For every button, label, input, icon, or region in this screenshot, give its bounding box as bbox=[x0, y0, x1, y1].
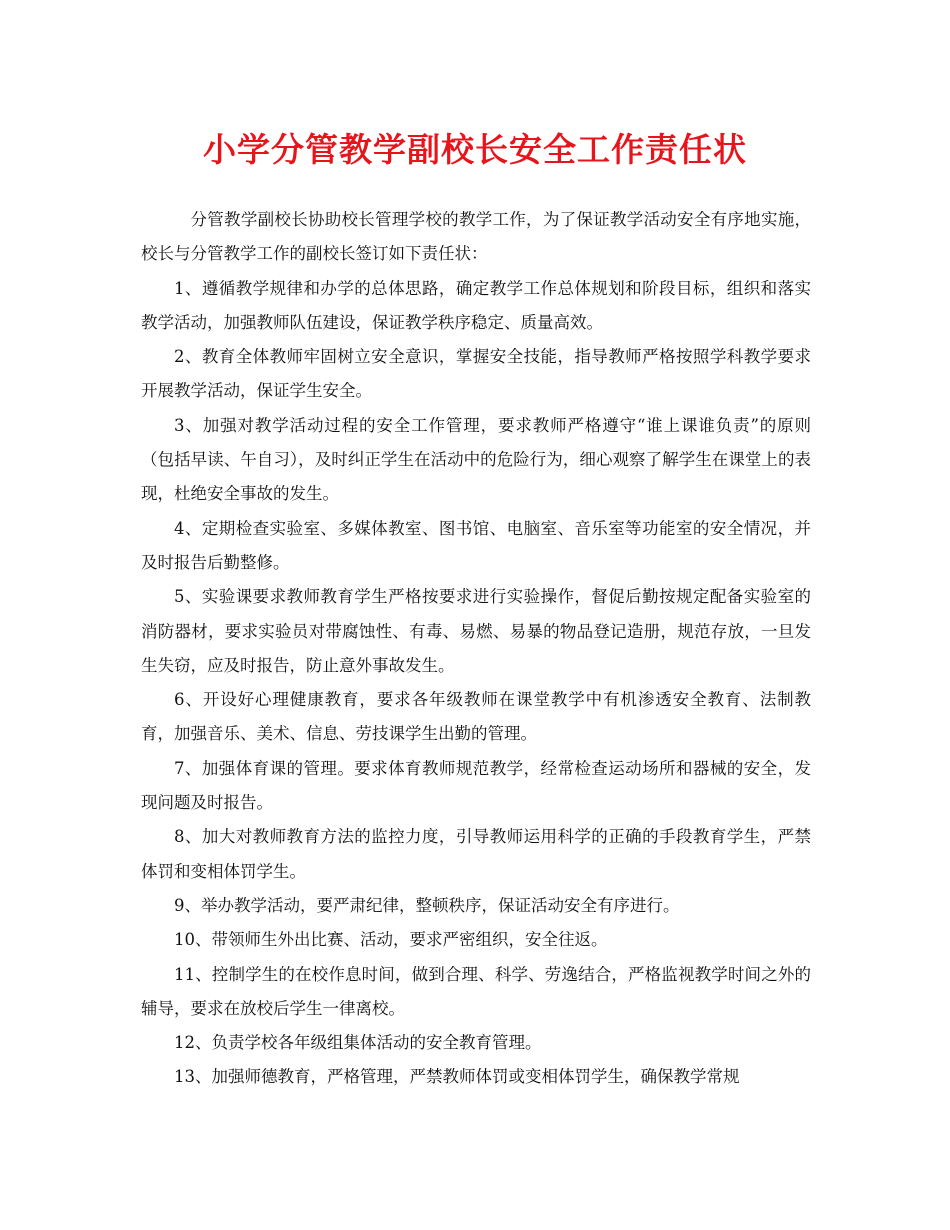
document-title: 小学分管教学副校长安全工作责任状 bbox=[203, 130, 747, 169]
document-body bbox=[141, 203, 811, 1095]
clause-5: 5、实验课要求教师教育学生严格按要求进行实验操作，督促后勤按规定配备实验室的消防器材，要求实验员对带腐蚀性、有毒、易燃、易暴的物品登记造册，规范存放，一旦发生失窃，应及时报告，防止意外事故发生。 bbox=[141, 587, 811, 675]
clause-9: 9、举办教学活动，要严肃纪律，整顿秩序，保证活动安全有序进行。 bbox=[174, 895, 680, 915]
clause-7: 7、加强体育课的管理。要求体育教师规范教学，经常检查运动场所和器械的安全，发现问题及时报告。 bbox=[141, 758, 811, 813]
clause-1: 1、遵循教学规律和办学的总体思路，确定教学工作总体规划和阶段目标，组织和落实教学活动，加强教师队伍建设，保证教学秩序稳定、质量高效。 bbox=[141, 278, 811, 332]
intro-paragraph: 分管教学副校长协助校长管理学校的教学工作，为了保证教学活动安全有序地实施，校长与分管教学工作的副校长签订如下责任状： bbox=[141, 210, 811, 264]
clause-4: 4、定期检查实验室、多媒体教室、图书馆、电脑室、音乐室等功能室的安全情况，并及时报告后勤整修。 bbox=[141, 518, 811, 572]
clause-6: 6、开设好心理健康教育，要求各年级教师在课堂教学中有机渗透安全教育、法制教育，加强音乐、美术、信息、劳技课学生出勤的管理。 bbox=[141, 690, 811, 744]
clause-11: 11、控制学生的在校作息时间，做到合理、科学、劳逸结合，严格监视教学时间之外的辅导，要求在放校后学生一律离校。 bbox=[141, 964, 811, 1018]
clause-3: 3、加强对教学活动过程的安全工作管理，要求教师严格遵守“谁上课谁负责”的原则（包括早读、午自习），及时纠正学生在活动中的危险行为，细心观察了解学生在课堂上的表现，杜绝安全事故的发生。 bbox=[141, 415, 811, 504]
clause-2: 2、教育全体教师牢固树立安全意识，掌握安全技能，指导教师严格按照学科教学要求开展教学活动，保证学生安全。 bbox=[141, 347, 811, 401]
clause-13: 13、加强师德教育，严格管理，严禁教师体罚或变相体罚学生，确保教学常规 bbox=[174, 1067, 740, 1087]
clause-10: 10、带领师生外出比赛、活动，要求严密组织，安全往返。 bbox=[174, 930, 608, 950]
clause-12: 12、负责学校各年级组集体活动的安全教育管理。 bbox=[174, 1033, 542, 1053]
clause-8: 8、加大对教师教育方法的监控力度，引导教师运用科学的正确的手段教育学生，严禁体罚和变相体罚学生。 bbox=[141, 827, 811, 881]
